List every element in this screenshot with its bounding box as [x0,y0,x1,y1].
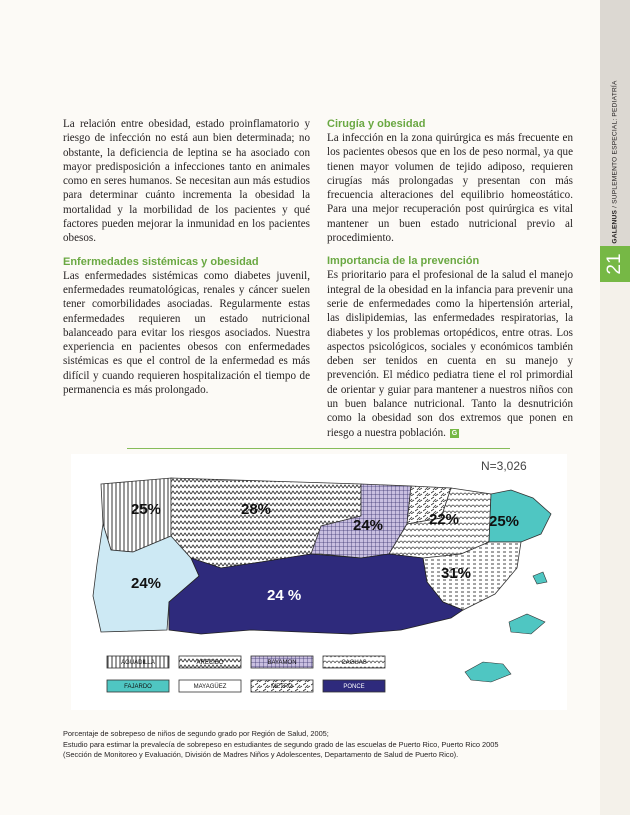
journal-name: GALENUS [611,209,619,244]
caption-line-2: Estudio para estimar la prevalecía de sobrepeso en estudiantes de segundo grado de las escuelas de Puerto Rico, Puerto Rico 2005 [63,739,499,749]
page-number: 21 [604,253,625,275]
legend-aguadilla: AGUADILLA [121,660,155,666]
heading-surgery: Cirugía y obesidad [327,118,426,130]
island-mona [465,662,511,682]
legend-metro: METRO [271,684,293,690]
legend-mayaguez: MAYAGÜEZ [193,684,227,690]
island-culebra [533,572,547,584]
systemic-diseases-paragraph: Las enfermedades sistémicas como diabetes juvenil, enfermedades reumatológicas, renales y cáncer suelen tener comorbilidades asociadas. Regularmente estas enfermedades requieren un estado nutricional balanceado para evitar los riesgos asociados. Nuestra experiencia en pacientes obesos con enfermedades sistémicas es que el control de la enfermedad es más difícil y cuando requieren hospitalización el tiempo de permanencia es más prolongado. [63,269,310,397]
heading-prevention: Importancia de la prevención [327,255,480,268]
separator-rule [127,448,510,449]
label-ponce: 24 % [267,587,302,604]
label-arecibo: 28% [241,501,272,518]
surgery-paragraph: La infección en la zona quirúrgica es más frecuente en los pacientes obesos que en los de peso normal, ya que tienen mayor volumen de tejido adiposo, requieren cirugías más prolongadas y presentan con más frecuencia alteraciones del equilibrio homeostático. Para una mejor recuperación post quirúrgica es vital mantener un buen estado nutricional previo al procedimiento. [327,132,573,245]
label-bayamon: 24% [353,517,384,534]
section-name: / SUPLEMENTO ESPECIAL: PEDIATRÍA [611,80,619,210]
legend-caguas: CAGUAS [341,660,367,666]
legend-ponce: PONCE [343,684,365,690]
end-mark-icon: G [451,429,458,437]
caption-line-1: Porcentaje de sobrepeso de niños de segundo grado por Región de Salud, 2005; [63,729,329,738]
label-aguadilla: 25% [131,501,162,518]
figure-caption [63,729,593,761]
heading-systemic-diseases: Enfermedades sistémicas y obesidad [63,255,259,268]
label-east-31: 31% [441,565,472,582]
map-legend [107,656,385,692]
label-fajardo: 25% [489,513,520,530]
region-ponce [169,554,463,634]
running-head [612,80,619,243]
figure-map [71,454,567,710]
map-svg [71,454,567,710]
prevention-text: Es prioritario para el profesional de la salud el manejo integral de la obesidad en la infancia para prevenir una serie de enfermedades como la hipertensión arterial, las dislipidemias, las enfermedades respiratorias, la diabetes y los problemas ortopédicos, entre otras. Los aspectos psicológicos, sociales y económicos también deben ser tenidos en cuenta en su manejo y prevención. El médico pediatra tiene el rol primordial de orientar y guiar para mantener a nuestros niños con un buen balance nutricional. Tanto la desnutrición como la obesidad son dos extremos que ponen en riesgo a nuestra población. [327,269,573,439]
left-column [63,117,310,397]
right-column [327,117,573,440]
prevention-paragraph [327,268,573,440]
intro-paragraph: La relación entre obesidad, estado proinflamatorio y riesgo de infección no está aun bien determinada; no obstante, la deficiencia de leptina se ha asociado con mayor predisposición a infecciones tanto en animales como en seres humanos. Se necesitan aun más estudios para determinar cuánto incrementa la obesidad la mortalidad y la morbilidad de los pacientes y qué factores pueden mejorar la inmunidad en los pacientes obesos. [63,118,310,245]
label-caguas: 22% [429,511,460,528]
sample-size-label: N=3,026 [481,459,527,473]
caption-line-3: (Sección de Monitoreo y Evaluación, División de Madres Niños y Adolescentes, Departamento de Salud de Puerto Rico). [63,750,459,759]
label-mayaguez: 24% [131,575,162,592]
legend-bayamon: BAYAMON [267,660,297,666]
legend-arecibo: ARECIBO [196,660,224,666]
page-number-box [600,246,630,282]
island-vieques [509,614,545,634]
legend-fajardo: FAJARDO [124,684,152,690]
